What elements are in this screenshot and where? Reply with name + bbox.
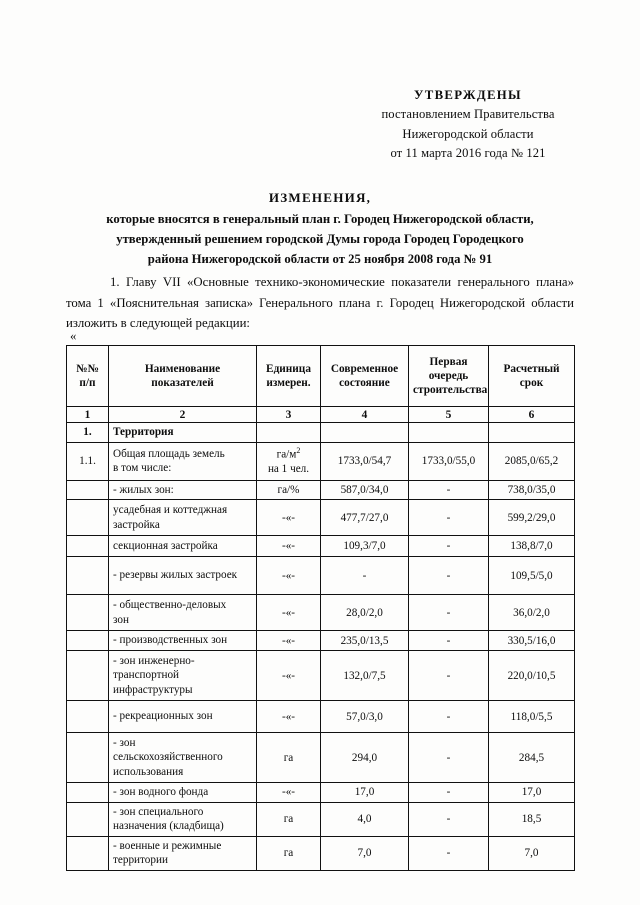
indicator-name-line: использования <box>113 765 184 778</box>
cell-unit: -«- <box>257 651 321 701</box>
unit-stack <box>261 446 316 476</box>
header-line: измерен. <box>266 377 311 389</box>
cell-unit: га <box>257 802 321 836</box>
cell-indicator-name: - производственных зон <box>109 631 257 651</box>
cell-design-term: 7,0 <box>489 836 575 870</box>
cell-design-term: 109,5/5,0 <box>489 557 575 595</box>
table-row <box>67 701 575 733</box>
cell-row-number <box>67 595 109 631</box>
document-title-line-3: района Нижегородской области от 25 ноября 2008 года № 91 <box>147 251 493 266</box>
cell-unit: -«- <box>257 701 321 733</box>
indicator-name-line: усадебная и коттеджная <box>113 504 228 517</box>
cell-first-stage: 1733,0/55,0 <box>409 442 489 480</box>
cell-first-stage: - <box>409 783 489 803</box>
table-row <box>67 480 575 500</box>
table-row <box>67 595 575 631</box>
table-row <box>67 631 575 651</box>
cell-unit: га/% <box>257 480 321 500</box>
header-line: Единица <box>266 363 311 375</box>
cell-design-term: 138,8/7,0 <box>489 536 575 557</box>
cell-current-state: 294,0 <box>321 733 409 783</box>
cell-current-state: 57,0/3,0 <box>321 701 409 733</box>
cell-row-number <box>67 783 109 803</box>
cell-row-number <box>67 836 109 870</box>
cell-first-stage <box>409 423 489 443</box>
approval-line-1: постановлением Правительства <box>381 107 555 122</box>
cell-first-stage: - <box>409 631 489 651</box>
cell-indicator-name <box>109 500 257 536</box>
cell-design-term: 738,0/35,0 <box>489 480 575 500</box>
indicator-name-line: территории <box>113 854 168 867</box>
cell-indicator-name: - жилых зон: <box>109 480 257 500</box>
indicator-name-line: застройка <box>113 518 160 531</box>
cell-row-number <box>67 536 109 557</box>
cell-unit: -«- <box>257 783 321 803</box>
cell-first-stage: - <box>409 836 489 870</box>
cell-current-state: 4,0 <box>321 802 409 836</box>
cell-row-number <box>67 500 109 536</box>
cell-first-stage: - <box>409 595 489 631</box>
cell-first-stage: - <box>409 536 489 557</box>
cell-row-number <box>67 631 109 651</box>
table-row <box>67 557 575 595</box>
header-cell-first-stage <box>409 346 489 407</box>
approval-line-3: от 11 марта 2016 года № 121 <box>390 145 546 160</box>
cell-unit: -«- <box>257 536 321 557</box>
table-row <box>67 783 575 803</box>
cell-design-term: 330,5/16,0 <box>489 631 575 651</box>
cell-design-term: 36,0/2,0 <box>489 595 575 631</box>
indicator-name-line: назначения (кладбища) <box>113 820 224 833</box>
cell-indicator-name <box>109 836 257 870</box>
cell-current-state: - <box>321 557 409 595</box>
cell-unit: -«- <box>257 595 321 631</box>
cell-indicator-name: - резервы жилых застроек <box>109 557 257 595</box>
cell-unit: -«- <box>257 631 321 651</box>
cell-current-state: 17,0 <box>321 783 409 803</box>
header-line: №№ <box>76 363 99 375</box>
indicator-name-line: - военные и режимные <box>113 839 222 852</box>
header-line: строительства <box>413 384 488 396</box>
cell-indicator-name <box>109 733 257 783</box>
cell-design-term: 18,5 <box>489 802 575 836</box>
cell-current-state: 587,0/34,0 <box>321 480 409 500</box>
cell-indicator-name: Территория <box>109 423 257 443</box>
cell-design-term: 118,0/5,5 <box>489 701 575 733</box>
unit-superscript: 2 <box>296 445 301 455</box>
cell-current-state: 235,0/13,5 <box>321 631 409 651</box>
cell-first-stage: - <box>409 802 489 836</box>
cell-indicator-name <box>109 802 257 836</box>
colnum-cell: 6 <box>489 407 575 423</box>
cell-design-term: 17,0 <box>489 783 575 803</box>
cell-indicator-name <box>109 595 257 631</box>
table-row <box>67 536 575 557</box>
cell-row-number <box>67 733 109 783</box>
header-cell-unit <box>257 346 321 407</box>
indicator-name-line: - зон инженерно- <box>113 654 195 667</box>
document-title-block <box>56 188 584 269</box>
table-row <box>67 651 575 701</box>
header-line: Первая <box>429 356 468 368</box>
cell-current-state: 1733,0/54,7 <box>321 442 409 480</box>
colnum-cell: 1 <box>67 407 109 423</box>
cell-current-state: 477,7/27,0 <box>321 500 409 536</box>
indicator-name-line: инфраструктуры <box>113 683 193 696</box>
approval-title: УТВЕРЖДЕНЫ <box>414 88 522 102</box>
cell-first-stage: - <box>409 733 489 783</box>
table-row <box>67 442 575 480</box>
table-row <box>67 423 575 443</box>
cell-row-number <box>67 480 109 500</box>
cell-design-term: 599,2/29,0 <box>489 500 575 536</box>
cell-unit: -«- <box>257 500 321 536</box>
cell-indicator-name <box>109 651 257 701</box>
table-row <box>67 733 575 783</box>
indicator-name-line: - общественно-деловых <box>113 599 227 612</box>
cell-design-term: 2085,0/65,2 <box>489 442 575 480</box>
cell-first-stage: - <box>409 500 489 536</box>
intro-paragraph: 1. Главу VII «Основные технико-экономические показатели генерального плана» тома 1 «Пояснительная записка» Генерального плана г. Городец Нижегородской области изложить в следующей редакции: <box>66 275 574 331</box>
header-line: состояние <box>339 377 390 389</box>
approval-line-2: Нижегородской области <box>402 126 534 141</box>
header-cell-current-state <box>321 346 409 407</box>
table-row <box>67 802 575 836</box>
cell-design-term: 284,5 <box>489 733 575 783</box>
cell-design-term <box>489 423 575 443</box>
table-row <box>67 836 575 870</box>
table-column-numbers-row <box>67 407 575 423</box>
colnum-cell: 2 <box>109 407 257 423</box>
cell-current-state: 28,0/2,0 <box>321 595 409 631</box>
header-line: Расчетный <box>503 363 560 375</box>
cell-current-state: 7,0 <box>321 836 409 870</box>
header-line: срок <box>519 377 544 389</box>
cell-first-stage: - <box>409 480 489 500</box>
colnum-cell: 5 <box>409 407 489 423</box>
table-header-row <box>67 346 575 407</box>
cell-row-number: 1. <box>67 423 109 443</box>
header-line: Наименование <box>144 363 221 375</box>
indicator-name-line: - зон <box>113 736 136 749</box>
approval-block <box>318 86 618 163</box>
header-cell-design-term <box>489 346 575 407</box>
cell-row-number: 1.1. <box>67 442 109 480</box>
cell-row-number <box>67 701 109 733</box>
indicator-name-line: зон <box>113 613 129 626</box>
header-line: показателей <box>151 377 214 389</box>
unit-line: на 1 чел. <box>267 462 310 475</box>
cell-unit: -«- <box>257 557 321 595</box>
header-line: п/п <box>79 377 96 389</box>
cell-indicator-name <box>109 442 257 480</box>
header-cell-indicator-name <box>109 346 257 407</box>
cell-indicator-name: - зон водного фонда <box>109 783 257 803</box>
cell-unit <box>257 442 321 480</box>
document-title-main: ИЗМЕНЕНИЯ, <box>268 190 372 205</box>
table-row <box>67 500 575 536</box>
cell-unit: га <box>257 733 321 783</box>
header-cell-number <box>67 346 109 407</box>
cell-current-state: 132,0/7,5 <box>321 651 409 701</box>
indicator-name-line: Общая площадь земель <box>113 447 225 460</box>
cell-indicator-name: - рекреационных зон <box>109 701 257 733</box>
document-title-line-1: которые вносятся в генеральный план г. Городец Нижегородской области, <box>106 211 534 226</box>
unit-line: $га/м^2$ <box>276 445 301 461</box>
colnum-cell: 4 <box>321 407 409 423</box>
cell-row-number <box>67 802 109 836</box>
cell-first-stage: - <box>409 701 489 733</box>
cell-row-number <box>67 557 109 595</box>
cell-unit: га <box>257 836 321 870</box>
table-body <box>67 423 575 871</box>
header-line: Современное <box>330 363 399 375</box>
cell-current-state: 109,3/7,0 <box>321 536 409 557</box>
indicators-table <box>66 345 575 871</box>
indicator-name-line: транспортной <box>113 669 180 682</box>
colnum-cell: 3 <box>257 407 321 423</box>
opening-quote-mark: « <box>70 329 77 343</box>
cell-current-state <box>321 423 409 443</box>
cell-indicator-name: секционная застройка <box>109 536 257 557</box>
cell-unit <box>257 423 321 443</box>
indicator-name-line: в том числе: <box>113 462 172 475</box>
cell-row-number <box>67 651 109 701</box>
document-title-line-2: утвержденный решением городской Думы города Городец Городецкого <box>116 231 524 246</box>
cell-design-term: 220,0/10,5 <box>489 651 575 701</box>
cell-first-stage: - <box>409 651 489 701</box>
header-line: очередь <box>428 370 469 382</box>
indicator-name-line: - зон специального <box>113 805 204 818</box>
indicator-name-line: сельскохозяйственного <box>113 751 223 764</box>
cell-first-stage: - <box>409 557 489 595</box>
